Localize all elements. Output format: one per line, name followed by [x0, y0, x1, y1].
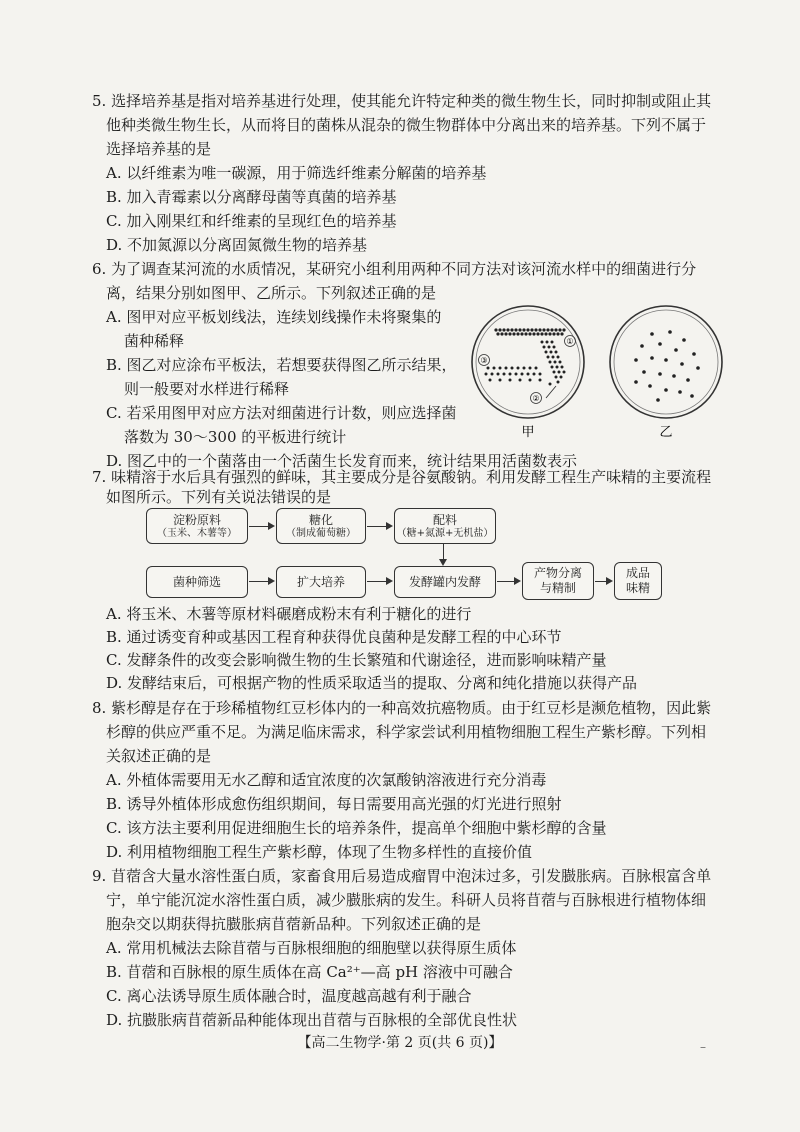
- q6-option-b-line1: B. 图乙对应涂布平板法，若想要获得图乙所示结果，: [106, 356, 457, 374]
- q9-option-a: A. 常用机械法去除苜蓿与百脉根细胞的细胞壁以获得原生质体: [106, 939, 517, 957]
- q7-option-d: D. 发酵结束后，可根据产物的性质采取适当的提取、分离和纯化措施以获得产品: [106, 674, 638, 692]
- q5-stem-line2: 他种类微生物生长，从而将目的菌株从混杂的微生物群体中分离出来的培养基。下列不属于: [106, 116, 707, 134]
- flow-box-product-line1: 成品: [625, 566, 650, 580]
- q8-option-b: B. 诱导外植体形成愈伤组织期间，每日需要用高光强的灯光进行照射: [106, 795, 562, 813]
- msg-production-flowchart: [146, 504, 666, 604]
- streak-3-label: ③: [480, 356, 488, 365]
- q9-option-d: D. 抗臌胀病苜蓿新品种能体现出苜蓿与百脉根的全部优良性状: [106, 1011, 518, 1029]
- q8-stem-line3: 关叙述正确的是: [106, 747, 212, 765]
- flow-box-starch-title: 淀粉原料: [172, 512, 221, 527]
- flow-box-strain-screening: [146, 566, 248, 598]
- flow-box-scale-up-title: 扩大培养: [296, 574, 345, 589]
- q9-option-c: C. 离心法诱导原生质体融合时，温度越高越有利于融合: [106, 987, 472, 1005]
- dish-jia: [472, 306, 584, 440]
- flow-box-fermentation: [394, 566, 496, 598]
- flow-box-scale-up: [276, 566, 366, 598]
- flow-box-fermentation-title: 发酵罐内发酵: [408, 574, 481, 589]
- q9-option-b: B. 苜蓿和百脉根的原生质体在高 Ca²⁺—高 pH 溶液中可融合: [106, 963, 513, 981]
- flow-box-mix-sub: （糖+氮源+无机盐）: [396, 527, 494, 539]
- q6-option-d: D. 图乙中的一个菌落由一个活菌生长发育而来，统计结果用活菌数表示: [106, 452, 578, 470]
- flow-box-strain-screening-title: 菌种筛选: [172, 574, 221, 589]
- petri-dish-figure: [466, 302, 728, 442]
- q6-option-a-line1: A. 图甲对应平板划线法，连续划线操作未将聚集的: [106, 308, 442, 326]
- flow-arrow-5: [497, 581, 519, 582]
- q8-option-d: D. 利用植物细胞工程生产紫杉醇，体现了生物多样性的直接价值: [106, 843, 533, 861]
- q5-stem-line1: 5. 选择培养基是指对培养基进行处理，使其能允许特定种类的微生物生长，同时抑制或阻止其: [92, 92, 712, 110]
- flow-box-starch: [146, 508, 248, 544]
- q5-option-b: B. 加入青霉素以分离酵母菌等真菌的培养基: [106, 188, 397, 206]
- corner-mark: –: [700, 1040, 706, 1054]
- q5-option-a: A. 以纤维素为唯一碳源，用于筛选纤维素分解菌的培养基: [106, 164, 487, 182]
- flow-box-mix-title: 配料: [432, 512, 457, 527]
- q7-stem-line2: 如图所示。下列有关说法错误的是: [106, 488, 332, 506]
- q5-option-c: C. 加入刚果红和纤维素的呈现红色的培养基: [106, 212, 397, 230]
- q5-stem-line3: 选择培养基的是: [106, 140, 212, 158]
- flow-arrow-1: [249, 526, 273, 527]
- flow-box-saccharify-sub: （制成葡萄糖）: [286, 527, 356, 539]
- dish-jia-caption: 甲: [521, 425, 535, 440]
- q7-option-b: B. 通过诱变育种或基因工程育种获得优良菌种是发酵工程的中心环节: [106, 628, 562, 646]
- q6-option-b-line2: 则一般要对水样进行稀释: [124, 380, 290, 398]
- q9-stem-line3: 胞杂交以期获得抗臌胀病苜蓿新品种。下列叙述正确的是: [106, 915, 482, 933]
- petri-dish-diagram: [466, 302, 728, 442]
- streak-2-label: ②: [532, 394, 540, 403]
- q9-stem-line1: 9. 苜蓿含大量水溶性蛋白质，家畜食用后易造成瘤胃中泡沫过多，引发臌胀病。百脉根富含单: [92, 867, 712, 885]
- flow-box-mix: [394, 508, 496, 544]
- flow-box-separation: [522, 562, 594, 600]
- flow-box-separation-line1: 产物分离: [533, 566, 582, 580]
- q7-option-c: C. 发酵条件的改变会影响微生物的生长繁殖和代谢途径，进而影响味精产量: [106, 651, 607, 669]
- flow-box-product-line2: 味精: [625, 581, 650, 595]
- flow-arrow-4: [367, 581, 391, 582]
- q8-option-a: A. 外植体需要用无水乙醇和适宜浓度的次氯酸钠溶液进行充分消毒: [106, 771, 547, 789]
- page-footer: 【高二生物学·第 2 页(共 6 页)】: [297, 1035, 503, 1051]
- q8-option-c: C. 该方法主要利用促进细胞生长的培养条件，提高单个细胞中紫杉醇的含量: [106, 819, 607, 837]
- flow-arrow-2: [367, 526, 391, 527]
- flow-arrow-3: [249, 581, 273, 582]
- q6-option-c-line2: 落数为 30～300 的平板进行统计: [124, 428, 347, 446]
- q6-stem-line1: 6. 为了调查某河流的水质情况，某研究小组利用两种不同方法对该河流水样中的细菌进行分: [92, 260, 697, 278]
- q6-option-c-line1: C. 若采用图甲对应方法对细菌进行计数，则应选择菌: [106, 404, 457, 422]
- flow-box-starch-sub: （玉米、木薯等）: [157, 527, 237, 539]
- flow-arrowhead-down: [439, 559, 447, 566]
- flow-arrow-6: [595, 581, 611, 582]
- flow-box-saccharify: [276, 508, 366, 544]
- q8-stem-line1: 8. 紫杉醇是存在于珍稀植物红豆杉体内的一种高效抗癌物质。由于红豆杉是濒危植物，因此紫: [92, 699, 712, 717]
- q7-option-a: A. 将玉米、木薯等原材料碾磨成粉末有利于糖化的进行: [106, 605, 472, 623]
- streak-1-label: ①: [566, 337, 574, 346]
- q5-option-d: D. 不加氮源以分离固氮微生物的培养基: [106, 236, 368, 254]
- flow-box-saccharify-title: 糖化: [308, 512, 333, 527]
- q6-stem-line2: 离，结果分别如图甲、乙所示。下列叙述正确的是: [106, 284, 437, 302]
- dish-yi: [610, 306, 722, 440]
- q6-option-a-line2: 菌种稀释: [124, 332, 185, 350]
- dish-yi-caption: 乙: [659, 425, 673, 440]
- q7-stem-line1: 7. 味精溶于水后具有强烈的鲜味，其主要成分是谷氨酸钠。利用发酵工程生产味精的主要流程: [92, 468, 712, 486]
- q9-stem-line2: 宁，单宁能沉淀水溶性蛋白质，减少臌胀病的发生。科研人员将苜蓿与百脉根进行植物体细: [106, 891, 707, 909]
- flow-box-separation-line2: 与精制: [539, 581, 576, 595]
- flow-box-product: [614, 562, 662, 600]
- q8-stem-line2: 杉醇的供应严重不足。为满足临床需求，科学家尝试利用植物细胞工程生产紫杉醇。下列相: [106, 723, 707, 741]
